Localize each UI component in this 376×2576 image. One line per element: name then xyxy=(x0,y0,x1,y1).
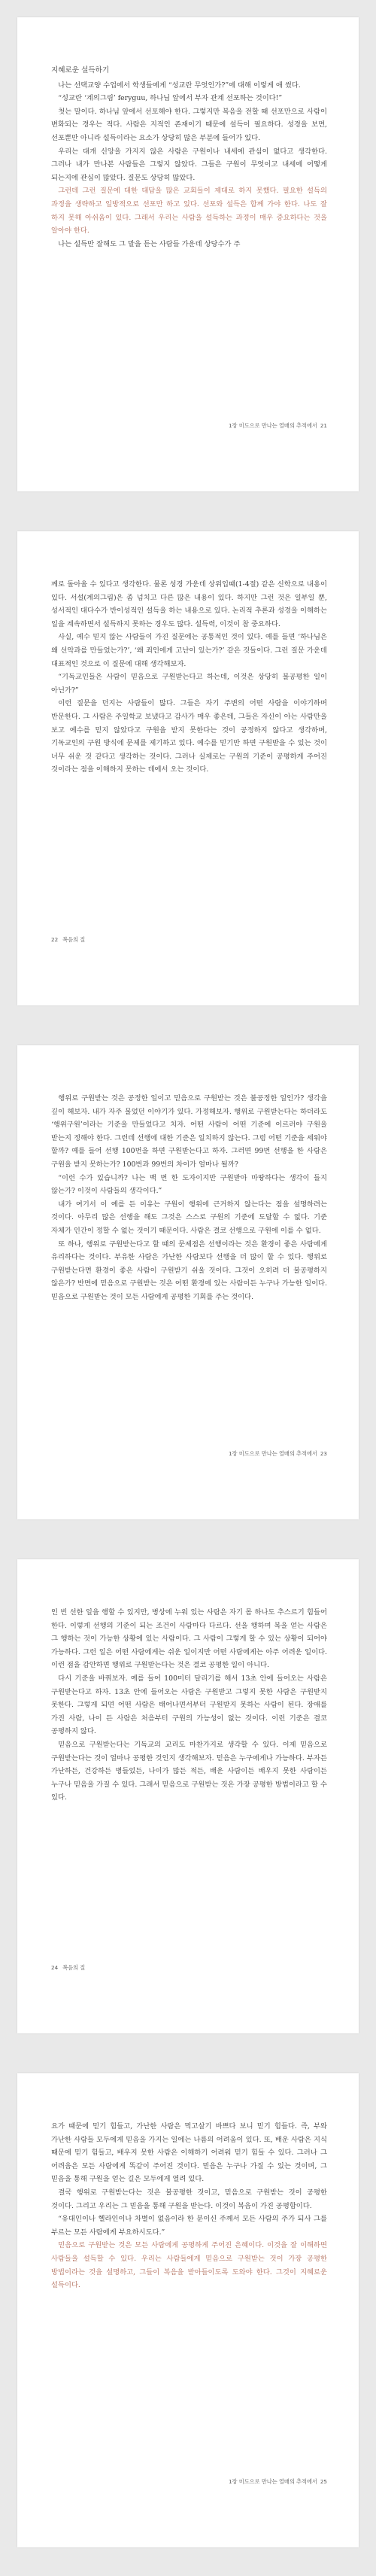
paragraph: 께로 돌아올 수 있다고 생각한다. 물론 성경 가운데 상위입때(1-4절) 같은 신학으로 내용이 있다. 서설(계의그림)은 좀 넘치고 다른 많은 내용이 있다. 하지만 그런 것은 일부일 뿐, 성서적인 대다수가 반이성적인 설득을 하는 내용으로 있다. 논리적 추론과 성경을 이해하는 일을 계속하면서 설득하지 못하는 경우도 많다. 설득력, 이것이 참 중요하다. xyxy=(51,580,327,628)
paragraph: 내가 여기서 이 예를 든 이유는 구원이 행위에 근거하지 않는다는 점을 설명하려는 것이다. 아무리 많은 선행을 해도 그것은 스스로 구원의 기준에 도달할 수 없다. 기준 자체가 인간이 정할 수 없는 것이기 때문이다. 사람은 결코 선행으로 구원에 이를 수 없다. xyxy=(51,1200,327,1235)
paragraph: 첫는 말이다. 하나님 앞에서 선포해야 한다. 그렇지만 복음을 전할 때 선포만으로 사람이 변화되는 경우는 적다. 사람은 지적인 존재이기 때문에 설득이 필요하다. 성경을 보면, 선포뿐만 아니라 설득이라는 요소가 상당히 많은 부분에 들어가 있다. xyxy=(51,107,327,142)
page-footer xyxy=(229,2478,327,2486)
page-number: 24 xyxy=(51,1964,59,1971)
paragraph: 나는 설득만 잘해도 그 말을 듣는 사람들 가운데 상당수가 주 xyxy=(58,239,241,248)
paragraph: “성교란 ‘계의그림’ feryguu, 하나님 앞에서 부자 관계 선포하는 것이다!” xyxy=(58,94,283,103)
highlighted-paragraph: 그런데 그런 질문에 대한 대답을 많은 교회들이 제대로 하지 못했다. 필요한 설득의 과정을 생략하고 일방적으로 선포만 하고 있다. 선포와 설득은 함께 가야 한다. 나도 잘 하지 못해 아쉬움이 있다. 그래서 우리는 사람을 설득하는 과정이 매우 중요하다는 것을 알아야 한다. xyxy=(51,187,327,236)
running-title: 1장 미도으로 만나는 열매의 추적에서 xyxy=(228,1450,317,1457)
page-body xyxy=(51,578,327,777)
page-footer xyxy=(229,1450,327,1458)
paragraph: 이런 질문을 던지는 사람들이 많다. 그들은 자기 주변의 어떤 사람을 이야기하며 반문한다. 그 사람은 주일학교 보냈다고 감사가 매우 좋은데, 그들은 자신이 아는 사람만을 보고 예수를 믿지 않았다고 구원을 받지 못한다는 것이 공정하지 않다고 생각하며, 기독교인의 구원 방식에 문제를 제기하고 있다. 예수를 믿기만 하면 구원받을 수 있는 것이 너무 쉬운 것 같다고 생각하는 것이다. 그러나 실제로는 구원의 기준이 공평하게 주어진 것이라는 점을 이해하지 못하는 데에서 오는 것이다. xyxy=(51,699,327,774)
paragraph: 행위로 구원받는 것은 공정한 일이고 믿음으로 구원받는 것은 불공정한 일인가? 생각을 깊이 해보자. 내가 자주 물었던 이야기가 있다. 가정해보자. 행위로 구원받는다는 하더라도 ‘행위구원’이라는 기준을 만들었다고 치자. 어떤 사람이 어떤 기준에 이르러야 구원을 받는지 정해야 한다. 그런데 선행에 대한 기준은 일치하지 않는다. 그럼 어떤 기준을 세워야 할까? 예를 들어 선행 100번을 하면 구원받는다고 하자. 그러면 99번 선행을 한 사람은 구원을 받지 못하는가? 100번과 99번의 차이가 얼마나 될까? xyxy=(51,1094,327,1169)
paragraph: 우리는 대개 신앙을 가지지 않은 사람은 구원이나 내세에 관심이 없다고 생각한다. 그러나 내가 만나본 사람들은 그렇지 않았다. 그들은 구원이 무엇이고 내세에 어떻게 되는지에 관심이 많았다. 질문도 상당히 많았다. xyxy=(51,147,327,182)
book-page-25 xyxy=(17,2073,359,2547)
page-body xyxy=(51,1606,327,1805)
highlighted-paragraph: 믿음으로 구원받는 것은 모든 사람에게 공평하게 주어진 은혜이다. 이것을 잘 이해하면 사람들을 설득할 수 있다. 우리는 사람들에게 믿음으로 구원받는 것이 가장 공평한 방법이라는 것을 설명하고, 그들이 복음을 받아들이도록 도와야 한다. 그것이 지혜로운 설득이다. xyxy=(51,2241,327,2290)
paragraph: 요가 때문에 믿기 힘들고, 가난한 사람은 먹고살기 바쁘다 보니 믿기 힘들다. 즉, 부와 가난한 사람들 모두에게 믿음을 가지는 일에는 나름의 어려움이 있다. 또, 배운 사람은 지식 때문에 믿기 힘들고, 배우지 못한 사람은 이해하기 어려워 믿기 힘들 수 있다. 그러나 그 어려움은 모든 사람에게 똑같이 주어진 것이다. 믿음은 누구나 가질 수 있는 것이며, 그 믿음을 통해 구원을 얻는 길은 모두에게 열려 있다. xyxy=(51,2122,327,2184)
section-heading: 지혜로운 설득하기 xyxy=(51,66,110,75)
page-number: 25 xyxy=(320,2478,327,2485)
page-body xyxy=(51,1092,327,1304)
page-body xyxy=(51,2120,327,2292)
page-footer xyxy=(51,936,85,944)
book-page-22 xyxy=(17,531,359,1005)
page-footer xyxy=(51,1964,85,1972)
paragraph: 결국 행위로 구원받는다는 것은 불공평한 것이고, 믿음으로 구원받는 것이 공평한 것이다. 그리고 우리는 그 믿음을 통해 구원을 받는다. 이것이 복음이 가진 공평함이다. xyxy=(51,2188,327,2210)
page-number: 23 xyxy=(320,1450,327,1457)
paragraph: 믿음으로 구원받는다는 기독교의 교리도 마찬가지로 생각할 수 있다. 이제 믿음으로 구원받는다는 것이 얼마나 공평한 것인지 생각해보자. 믿음은 누구에게나 가능하다. 부자든 가난하든, 건강하든 병들었든, 나이가 많든 적든, 배운 사람이든 배우지 못한 사람이든 누구나 믿음을 가질 수 있다. 그래서 믿음으로 구원받는 것은 가장 공평한 방법이라고 할 수 있다. xyxy=(51,1740,327,1802)
paragraph: 다시 기준을 바꿔보자. 예를 들어 100미터 달리기를 해서 13초 안에 들어오는 사람은 구원받는다고 하자. 13초 안에 들어오는 사람은 구원받고 그렇지 못한 사람은 구원받지 못한다. 그렇게 되면 어떤 사람은 태어나면서부터 구원받지 못하는 사람이 된다. 장애를 가진 사람, 나이 든 사람은 처음부터 구원의 가능성이 없는 것이다. 이런 기준은 결코 공평하지 않다. xyxy=(51,1674,327,1736)
running-title: 복음의 질 xyxy=(62,1964,86,1971)
paragraph: 나는 선택교양 수업에서 학생들에게 “성교란 무엇인가?”에 대해 이렇게 애 썼다. xyxy=(58,81,301,90)
running-title: 1장 미도으로 만나는 열매의 추적에서 xyxy=(228,2478,317,2485)
running-title: 1장 미도으로 만나는 열매의 추적에서 xyxy=(228,422,317,429)
quote-paragraph: “이런 수가 있습니까? 나는 백 번 한 도자이지만 구원받아 마땅하다는 생각이 들지 않는가? 이것이 사람들의 생각이다.” xyxy=(51,1173,327,1196)
page-footer xyxy=(229,422,327,430)
paragraph: 사실, 예수 믿지 않는 사람들이 가진 질문에는 공통적인 것이 있다. 예를 들면 ‘하나님은 왜 선악과를 만들었는가?’, ‘왜 죄인에게 고난이 있는가?’ 같은 것들이다. 그런 질문 가운데 대표적인 것으로 이 질문에 대해 생각해보자. xyxy=(51,633,327,668)
quote-paragraph: “기독교인들은 사람이 믿음으로 구원받는다고 하는데, 이것은 상당히 불공평한 일이 아닌가?” xyxy=(51,673,327,695)
quote-paragraph: “유대인이나 헬라인이나 차별이 없음이라 한 분이신 주께서 모든 사람의 주가 되사 그를 부르는 모든 사람에게 부요하시도다.” xyxy=(51,2215,327,2237)
book-page-24 xyxy=(17,1559,359,2033)
page-number: 22 xyxy=(51,936,59,943)
page-number: 21 xyxy=(320,422,327,429)
book-page-23 xyxy=(17,1045,359,1519)
paragraph: 또 하나, 행위로 구원받는다고 할 때의 문제점은 선행이라는 것은 환경이 좋은 사람에게 유리하다는 것이다. 부유한 사람은 가난한 사람보다 선행을 더 많이 할 수 있다. 행위로 구원받는다면 환경이 좋은 사람이 구원받기 쉬울 것이다. 그것이 오히려 더 불공평하지 않은가? 반면에 믿음으로 구원받는 것은 어떤 환경에 있는 사람이든 누구나 가능한 일이다. 믿음으로 구원받는 것이 모든 사람에게 공평한 기회를 주는 것이다. xyxy=(51,1239,327,1301)
paragraph: 인 빈 선한 일을 행할 수 있지만, 병상에 누워 있는 사람은 자기 몸 하나도 추스르기 힘들어 한다. 이렇게 선행의 기준이 되는 조건이 사람마다 다르다. 선을 행하며 복을 얻는 사람은 그 행하는 것이 가능한 상황에 있는 사람이다. 그 사람이 그렇게 할 수 있는 상황이 되어야 가능하다. 그런 일은 어떤 사람에게는 쉬운 일이지만 어떤 사람에게는 아주 어려운 일이다. 이런 점을 감안하면 행위로 구원받는다는 것은 결코 공평한 일이 아니다. xyxy=(51,1608,327,1670)
running-title: 복음의 질 xyxy=(62,936,86,943)
page-body xyxy=(51,64,327,251)
book-page-21 xyxy=(17,17,359,491)
